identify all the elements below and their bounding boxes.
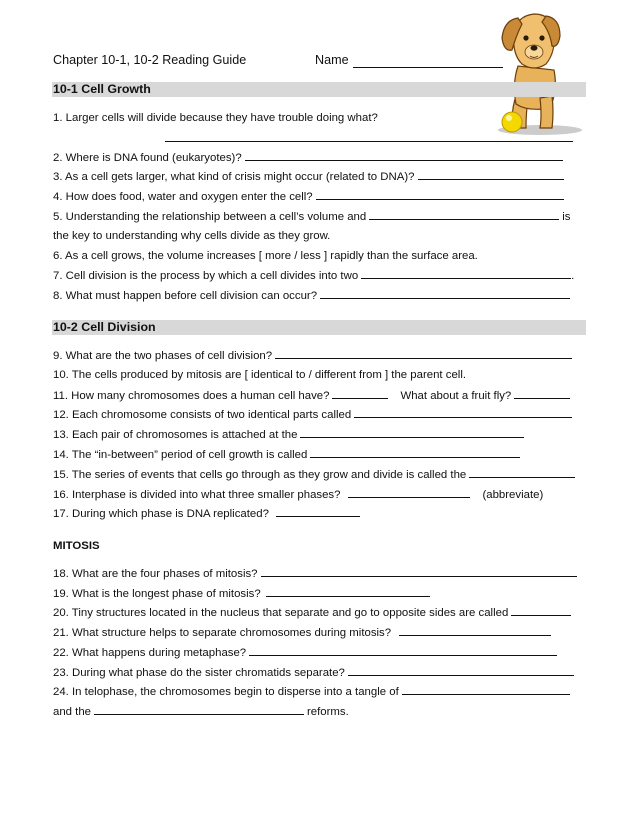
question-10-text: 10. The cells produced by mitosis are [ identical to / different from ] the parent cell.: [53, 369, 467, 381]
answer-11a-line[interactable]: [332, 387, 388, 399]
answer-2-line[interactable]: [245, 149, 563, 161]
question-19: [53, 585, 586, 601]
question-24-continued-text: and the: [53, 706, 92, 718]
answer-3-line[interactable]: [418, 168, 564, 180]
answer-21-line[interactable]: [399, 624, 551, 636]
question-13-text: 13. Each pair of chromosomes is attached at the: [53, 429, 298, 441]
question-18-text: 18. What are the four phases of mitosis?: [53, 568, 258, 580]
question-2: [53, 149, 586, 165]
question-22-text: 22. What happens during metaphase?: [53, 647, 247, 659]
question-4-text: 4. How does food, water and oxygen enter the cell?: [53, 191, 313, 203]
question-24: [53, 683, 586, 699]
question-17-text: 17. During which phase is DNA replicated?: [53, 508, 269, 520]
question-6: [53, 248, 586, 264]
question-2-text: 2. Where is DNA found (eukaryotes)?: [53, 152, 242, 164]
question-1-text: 1. Larger cells will divide because they have trouble doing what?: [53, 112, 378, 124]
question-3: [53, 168, 586, 184]
question-14-text: 14. The “in-between” period of cell growth is called: [53, 449, 308, 461]
question-16-text: 16. Interphase is divided into what three smaller phases?: [53, 489, 341, 501]
answer-9-line[interactable]: [275, 347, 572, 359]
question-14: [53, 446, 586, 462]
question-5: [53, 208, 586, 224]
answer-17-line[interactable]: [276, 505, 360, 517]
question-11: [53, 387, 586, 403]
question-21-text: 21. What structure helps to separate chromosomes during mitosis?: [53, 627, 392, 639]
question-15: [53, 466, 586, 482]
question-21: [53, 624, 586, 640]
answer-12-line[interactable]: [354, 406, 572, 418]
question-8-text: 8. What must happen before cell division can occur?: [53, 290, 318, 302]
answer-20-line[interactable]: [511, 604, 571, 616]
question-18: [53, 565, 586, 581]
question-7-after: .: [571, 270, 575, 282]
answer-5-line[interactable]: [369, 208, 559, 220]
answer-4-line[interactable]: [316, 188, 564, 200]
question-8: [53, 287, 586, 303]
question-11-text: 11. How many chromosomes does a human cell have?: [53, 390, 330, 402]
question-24-after: reforms.: [307, 706, 349, 718]
question-13: [53, 426, 586, 442]
name-field-line[interactable]: [353, 67, 503, 68]
page-title: Chapter 10-1, 10-2 Reading Guide: [53, 53, 247, 67]
answer-23-line[interactable]: [348, 664, 574, 676]
answer-19-line[interactable]: [266, 585, 430, 597]
section-heading-mitosis: MITOSIS: [53, 540, 100, 552]
section-heading-cell-division: 10-2 Cell Division: [52, 320, 586, 335]
question-10: [53, 367, 586, 383]
question-15-text: 15. The series of events that cells go through as they grow and divide is called the: [53, 469, 467, 481]
answer-11b-line[interactable]: [514, 387, 570, 399]
question-4: [53, 188, 586, 204]
question-22: [53, 644, 586, 660]
question-23-text: 23. During what phase do the sister chromatids separate?: [53, 667, 345, 679]
question-20: [53, 604, 586, 620]
question-6-text: 6. As a cell grows, the volume increases [ more / less ] rapidly than the surface area.: [53, 250, 478, 262]
question-11b-text: What about a fruit fly?: [400, 390, 512, 402]
answer-15-line[interactable]: [469, 466, 575, 478]
question-16: [53, 486, 586, 502]
answer-13-line[interactable]: [300, 426, 524, 438]
question-17: [53, 505, 586, 521]
question-24-continued: [53, 703, 586, 719]
question-7-text: 7. Cell division is the process by which a cell divides into two: [53, 270, 359, 282]
question-9-text: 9. What are the two phases of cell division?: [53, 350, 273, 362]
answer-22-line[interactable]: [249, 644, 557, 656]
question-3-text: 3. As a cell gets larger, what kind of crisis might occur (related to DNA)?: [53, 171, 415, 183]
answer-16-line[interactable]: [348, 486, 470, 498]
answer-7-line[interactable]: [361, 267, 571, 279]
name-label: Name: [315, 53, 349, 67]
question-1: [53, 110, 586, 126]
answer-1-line[interactable]: [165, 140, 573, 142]
question-12: [53, 406, 586, 422]
question-23: [53, 664, 586, 680]
question-20-text: 20. Tiny structures located in the nucleus that separate and go to opposite sides are called: [53, 607, 509, 619]
answer-18-line[interactable]: [261, 565, 577, 577]
question-16-after: (abbreviate): [482, 489, 544, 501]
question-24-text: 24. In telophase, the chromosomes begin to disperse into a tangle of: [53, 686, 399, 698]
question-5-after: is: [562, 211, 571, 223]
section-heading-cell-growth: 10-1 Cell Growth: [52, 82, 586, 97]
question-9: [53, 347, 586, 363]
question-7: [53, 267, 586, 283]
question-5-text: 5. Understanding the relationship between a cell’s volume and: [53, 211, 367, 223]
question-12-text: 12. Each chromosome consists of two identical parts called: [53, 409, 352, 421]
answer-8-line[interactable]: [320, 287, 570, 299]
question-5-continued: [53, 228, 586, 244]
question-19-text: 19. What is the longest phase of mitosis?: [53, 588, 261, 600]
answer-24b-line[interactable]: [94, 703, 304, 715]
question-5-continued-text: the key to understanding why cells divide as they grow.: [53, 230, 331, 242]
answer-24a-line[interactable]: [402, 683, 570, 695]
answer-14-line[interactable]: [310, 446, 520, 458]
